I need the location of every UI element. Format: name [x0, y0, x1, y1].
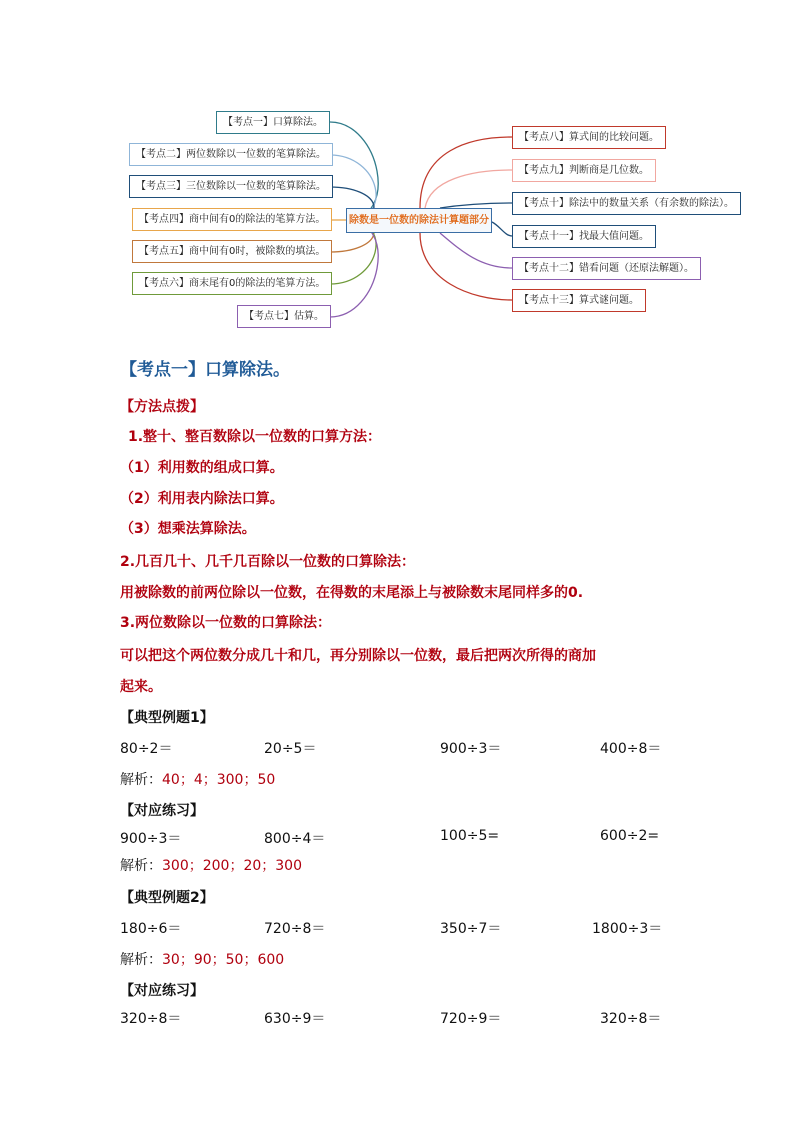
- example2-problem-1: 180÷6＝: [120, 921, 182, 937]
- answer-prefix: 解析：: [120, 772, 162, 788]
- mindmap-node-left-1: 【考点一】口算除法。: [216, 111, 330, 134]
- mindmap-center-node: 除数是一位数的除法计算题部分: [346, 208, 492, 233]
- example1-label: 【典型例题1】: [120, 710, 214, 726]
- method-line-3: （2）利用表内除法口算。: [120, 491, 284, 507]
- mindmap-node-left-7: 【考点七】估算。: [237, 305, 331, 328]
- method-line-2: （1）利用数的组成口算。: [120, 460, 284, 476]
- answer-prefix: 解析：: [120, 858, 162, 874]
- method-line-4: （3）想乘法算除法。: [120, 521, 256, 537]
- connector-left-7: [330, 220, 378, 317]
- practice1-problem-4: 600÷2=: [600, 828, 660, 844]
- mindmap-node-right-1: 【考点八】算式间的比较问题。: [512, 126, 666, 149]
- method-line-7: 3.两位数除以一位数的口算除法：: [120, 615, 332, 631]
- example2-problem-4: 1800÷3＝: [592, 921, 663, 937]
- example2-problem-2: 720÷8＝: [264, 921, 326, 937]
- method-line-8: 可以把这个两位数分成几十和几，再分别除以一位数，最后把两次所得的商加: [120, 648, 596, 664]
- example2-label: 【典型例题2】: [120, 890, 214, 906]
- section-title: 【考点一】口算除法。: [120, 360, 290, 380]
- method-label: 【方法点拨】: [120, 399, 204, 415]
- answer-values: 30；90；50；600: [162, 952, 285, 968]
- practice1-label: 【对应练习】: [120, 803, 204, 819]
- connector-right-2: [425, 170, 512, 208]
- mindmap-node-left-5: 【考点五】商中间有0时，被除数的填法。: [132, 240, 332, 263]
- mind-map: [0, 0, 794, 340]
- example1-problem-3: 900÷3＝: [440, 741, 502, 757]
- practice2-problem-1: 320÷8＝: [120, 1011, 182, 1027]
- practice2-problem-2: 630÷9＝: [264, 1011, 326, 1027]
- connector-right-1: [420, 137, 512, 208]
- mindmap-node-right-2: 【考点九】判断商是几位数。: [512, 159, 656, 182]
- mindmap-node-left-4: 【考点四】商中间有0的除法的笔算方法。: [132, 208, 332, 231]
- practice2-label: 【对应练习】: [120, 983, 204, 999]
- connector-left-1: [330, 122, 378, 220]
- answer-values: 40；4；300；50: [162, 772, 276, 788]
- mindmap-node-right-4: 【考点十一】找最大值问题。: [512, 225, 656, 248]
- practice1-problem-1: 900÷3＝: [120, 831, 182, 847]
- method-line-6: 用被除数的前两位除以一位数，在得数的末尾添上与被除数末尾同样多的0.: [120, 585, 584, 601]
- method-line-1: 1.整十、整百数除以一位数的口算方法：: [128, 429, 382, 445]
- example1-problem-2: 20÷5＝: [264, 741, 317, 757]
- method-line-9: 起来。: [120, 679, 162, 695]
- mindmap-node-left-2: 【考点二】两位数除以一位数的笔算除法。: [129, 143, 333, 166]
- example1-answer: [120, 769, 275, 789]
- mindmap-node-right-6: 【考点十三】算式谜问题。: [512, 289, 646, 312]
- method-line-5: 2.几百几十、几千几百除以一位数的口算除法：: [120, 554, 416, 570]
- mindmap-node-right-3: 【考点十】除法中的数量关系（有余数的除法）。: [512, 192, 741, 215]
- answer-values: 300；200；20；300: [162, 858, 302, 874]
- mind-map-connectors: [0, 0, 794, 340]
- practice1-problem-3: 100÷5=: [440, 828, 500, 844]
- example2-answer: [120, 949, 284, 969]
- connector-right-4: [492, 222, 512, 236]
- example1-problem-4: 400÷8＝: [600, 741, 662, 757]
- practice2-problem-3: 720÷9＝: [440, 1011, 502, 1027]
- example1-problem-1: 80÷2＝: [120, 741, 173, 757]
- practice2-problem-4: 320÷8＝: [600, 1011, 662, 1027]
- connector-right-5: [440, 233, 512, 268]
- mindmap-node-left-6: 【考点六】商末尾有0的除法的笔算方法。: [132, 272, 332, 295]
- example2-problem-3: 350÷7＝: [440, 921, 502, 937]
- answer-prefix: 解析：: [120, 952, 162, 968]
- mindmap-node-left-3: 【考点三】三位数除以一位数的笔算除法。: [129, 175, 333, 198]
- practice1-problem-2: 800÷4＝: [264, 831, 326, 847]
- mindmap-node-right-5: 【考点十二】错看问题（还原法解题）。: [512, 257, 701, 280]
- practice1-answer: [120, 855, 302, 875]
